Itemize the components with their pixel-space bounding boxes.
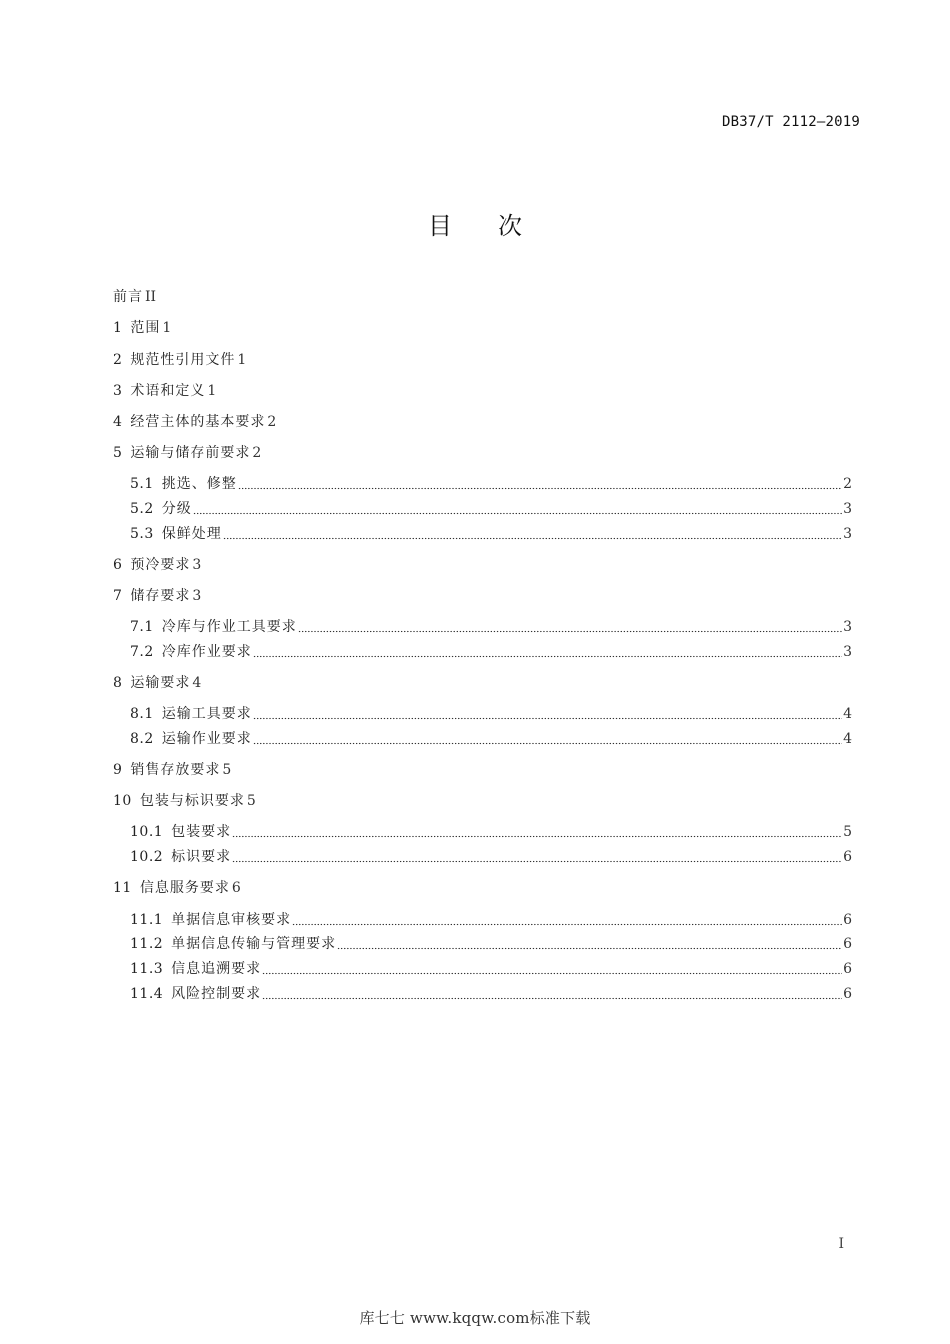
toc-entry-label: 冷库作业要求	[161, 644, 252, 660]
dot-leader	[298, 619, 842, 633]
dot-leader	[292, 912, 842, 926]
toc-entry-label: 经营主体的基本要求	[130, 414, 266, 430]
toc-entry-number: 11.1	[130, 912, 164, 928]
toc-entry-number: 8	[113, 675, 123, 691]
toc-entry-label: 单据信息传输与管理要求	[171, 936, 337, 952]
toc-entry[interactable]	[113, 350, 246, 370]
toc-subentry[interactable]	[113, 847, 852, 867]
toc-entry-page: 1	[237, 352, 247, 368]
toc-entry-label: 前言	[113, 289, 143, 305]
toc-entry[interactable]	[113, 760, 231, 780]
toc-entry-label: 保鲜处理	[161, 526, 222, 542]
toc-entry-page: 3	[843, 644, 852, 660]
toc-entry-page: 5	[843, 824, 852, 840]
toc-entry-label: 范围	[130, 320, 161, 336]
toc-entry-number: 5.3	[130, 526, 154, 542]
toc-entry-page: 4	[192, 675, 202, 691]
dot-leader	[238, 476, 842, 490]
toc-entry-number: 1	[113, 320, 123, 336]
toc-entry-number: 7	[113, 588, 123, 604]
toc-entry-label: 运输与储存前要求	[130, 445, 251, 461]
toc-entry-number: 8.1	[130, 706, 154, 722]
toc-entry[interactable]	[113, 412, 276, 432]
toc-entry-label: 风险控制要求	[171, 986, 262, 1002]
toc-entry-label: 分级	[161, 501, 192, 517]
dot-leader	[223, 526, 842, 540]
toc-entry[interactable]	[113, 673, 201, 693]
toc-entry-number: 11.3	[130, 961, 164, 977]
toc-entry-page: 2	[843, 476, 852, 492]
toc-entry-page: 6	[231, 880, 241, 896]
toc-entry-page: 3	[192, 557, 202, 573]
toc-entry[interactable]	[113, 443, 261, 463]
toc-entry-label: 规范性引用文件	[130, 352, 236, 368]
dot-leader	[193, 501, 842, 515]
toc-entry-label: 储存要求	[130, 588, 191, 604]
toc-entry-number: 11	[113, 880, 132, 896]
toc-subentry[interactable]	[113, 524, 852, 544]
toc-entry-number: 3	[113, 383, 123, 399]
toc-entry[interactable]	[113, 318, 171, 338]
toc-subentry[interactable]	[113, 910, 852, 930]
toc-entry-page: 3	[843, 619, 852, 635]
dot-leader	[337, 936, 842, 950]
toc-subentry[interactable]	[113, 499, 852, 519]
toc-entry-number: 5.1	[130, 476, 154, 492]
toc-entry-label: 销售存放要求	[130, 762, 221, 778]
toc-entry-number: 5	[113, 445, 123, 461]
toc-entry-page: 6	[843, 849, 852, 865]
toc-entry[interactable]	[113, 555, 201, 575]
toc-subentry[interactable]	[113, 729, 852, 749]
toc-entry-page: 2	[252, 445, 262, 461]
toc-entry-page: 3	[843, 501, 852, 517]
title-char-2: 次	[498, 212, 522, 240]
toc-entry-number: 4	[113, 414, 123, 430]
page-number: I	[838, 1236, 844, 1252]
toc-subentry[interactable]	[113, 984, 852, 1004]
toc-entry-label: 运输工具要求	[161, 706, 252, 722]
toc-entry-page: 3	[192, 588, 202, 604]
toc-entry-number: 10.1	[130, 824, 164, 840]
toc-entry-page: 3	[843, 526, 852, 542]
toc-entry-label: 信息追溯要求	[171, 961, 262, 977]
toc-entry-number: 11.4	[130, 986, 164, 1002]
toc-entry-number: 5.2	[130, 501, 154, 517]
toc-entry-page: 6	[843, 936, 852, 952]
toc-subentry[interactable]	[113, 617, 852, 637]
toc-entry-page: 6	[843, 986, 852, 1002]
dot-leader	[253, 706, 842, 720]
toc-entry-number: 6	[113, 557, 123, 573]
toc-entry-number: 11.2	[130, 936, 164, 952]
toc-entry-page: 5	[246, 793, 256, 809]
toc-subentry[interactable]	[113, 642, 852, 662]
toc-entry-page: 2	[267, 414, 277, 430]
toc-entry-label: 信息服务要求	[139, 880, 230, 896]
toc-entry-page: II	[145, 289, 157, 305]
toc-entry[interactable]	[113, 586, 201, 606]
dot-leader	[253, 731, 842, 745]
dot-leader	[262, 986, 842, 1000]
toc-entry-page: 6	[843, 961, 852, 977]
toc-entry-page: 4	[843, 731, 852, 747]
toc-entry-label: 冷库与作业工具要求	[161, 619, 297, 635]
toc-entry-page: 6	[843, 912, 852, 928]
toc-entry-number: 9	[113, 762, 123, 778]
toc-entry-label: 预冷要求	[130, 557, 191, 573]
toc-entry-number: 7.1	[130, 619, 154, 635]
toc-entry-label: 运输要求	[130, 675, 191, 691]
dot-leader	[262, 961, 842, 975]
toc-entry-label: 包装要求	[171, 824, 232, 840]
toc-entry-label: 标识要求	[171, 849, 232, 865]
standard-code: DB37/T 2112—2019	[721, 114, 860, 130]
toc-subentry[interactable]	[113, 704, 852, 724]
toc-entry-page: 4	[843, 706, 852, 722]
toc-subentry[interactable]	[113, 822, 852, 842]
toc-entry-label: 挑选、修整	[161, 476, 237, 492]
toc-entry-label: 单据信息审核要求	[171, 912, 292, 928]
toc-entry-page: 5	[222, 762, 232, 778]
dot-leader	[232, 824, 842, 838]
toc-entry[interactable]	[113, 791, 256, 811]
toc-entry-foreword[interactable]	[113, 287, 156, 307]
dot-leader	[232, 849, 842, 863]
toc-entry-number: 7.2	[130, 644, 154, 660]
toc-subentry[interactable]	[113, 474, 852, 494]
toc-entry-number: 2	[113, 352, 123, 368]
page-title	[0, 206, 950, 241]
footer-watermark: 库七七 www.kqqw.com标准下载	[359, 1309, 591, 1327]
toc-entry-label: 术语和定义	[130, 383, 206, 399]
toc-entry[interactable]	[113, 878, 241, 898]
toc-entry-label: 包装与标识要求	[139, 793, 245, 809]
toc-entry-label: 运输作业要求	[161, 731, 252, 747]
toc-subentry[interactable]	[113, 934, 852, 954]
dot-leader	[253, 644, 842, 658]
toc-entry-number: 10	[113, 793, 132, 809]
toc-entry-page: 1	[162, 320, 172, 336]
title-char-1: 目	[428, 212, 452, 240]
toc-entry-number: 10.2	[130, 849, 164, 865]
toc-subentry[interactable]	[113, 959, 852, 979]
toc-entry-page: 1	[207, 383, 217, 399]
toc-entry[interactable]	[113, 381, 216, 401]
toc-entry-number: 8.2	[130, 731, 154, 747]
